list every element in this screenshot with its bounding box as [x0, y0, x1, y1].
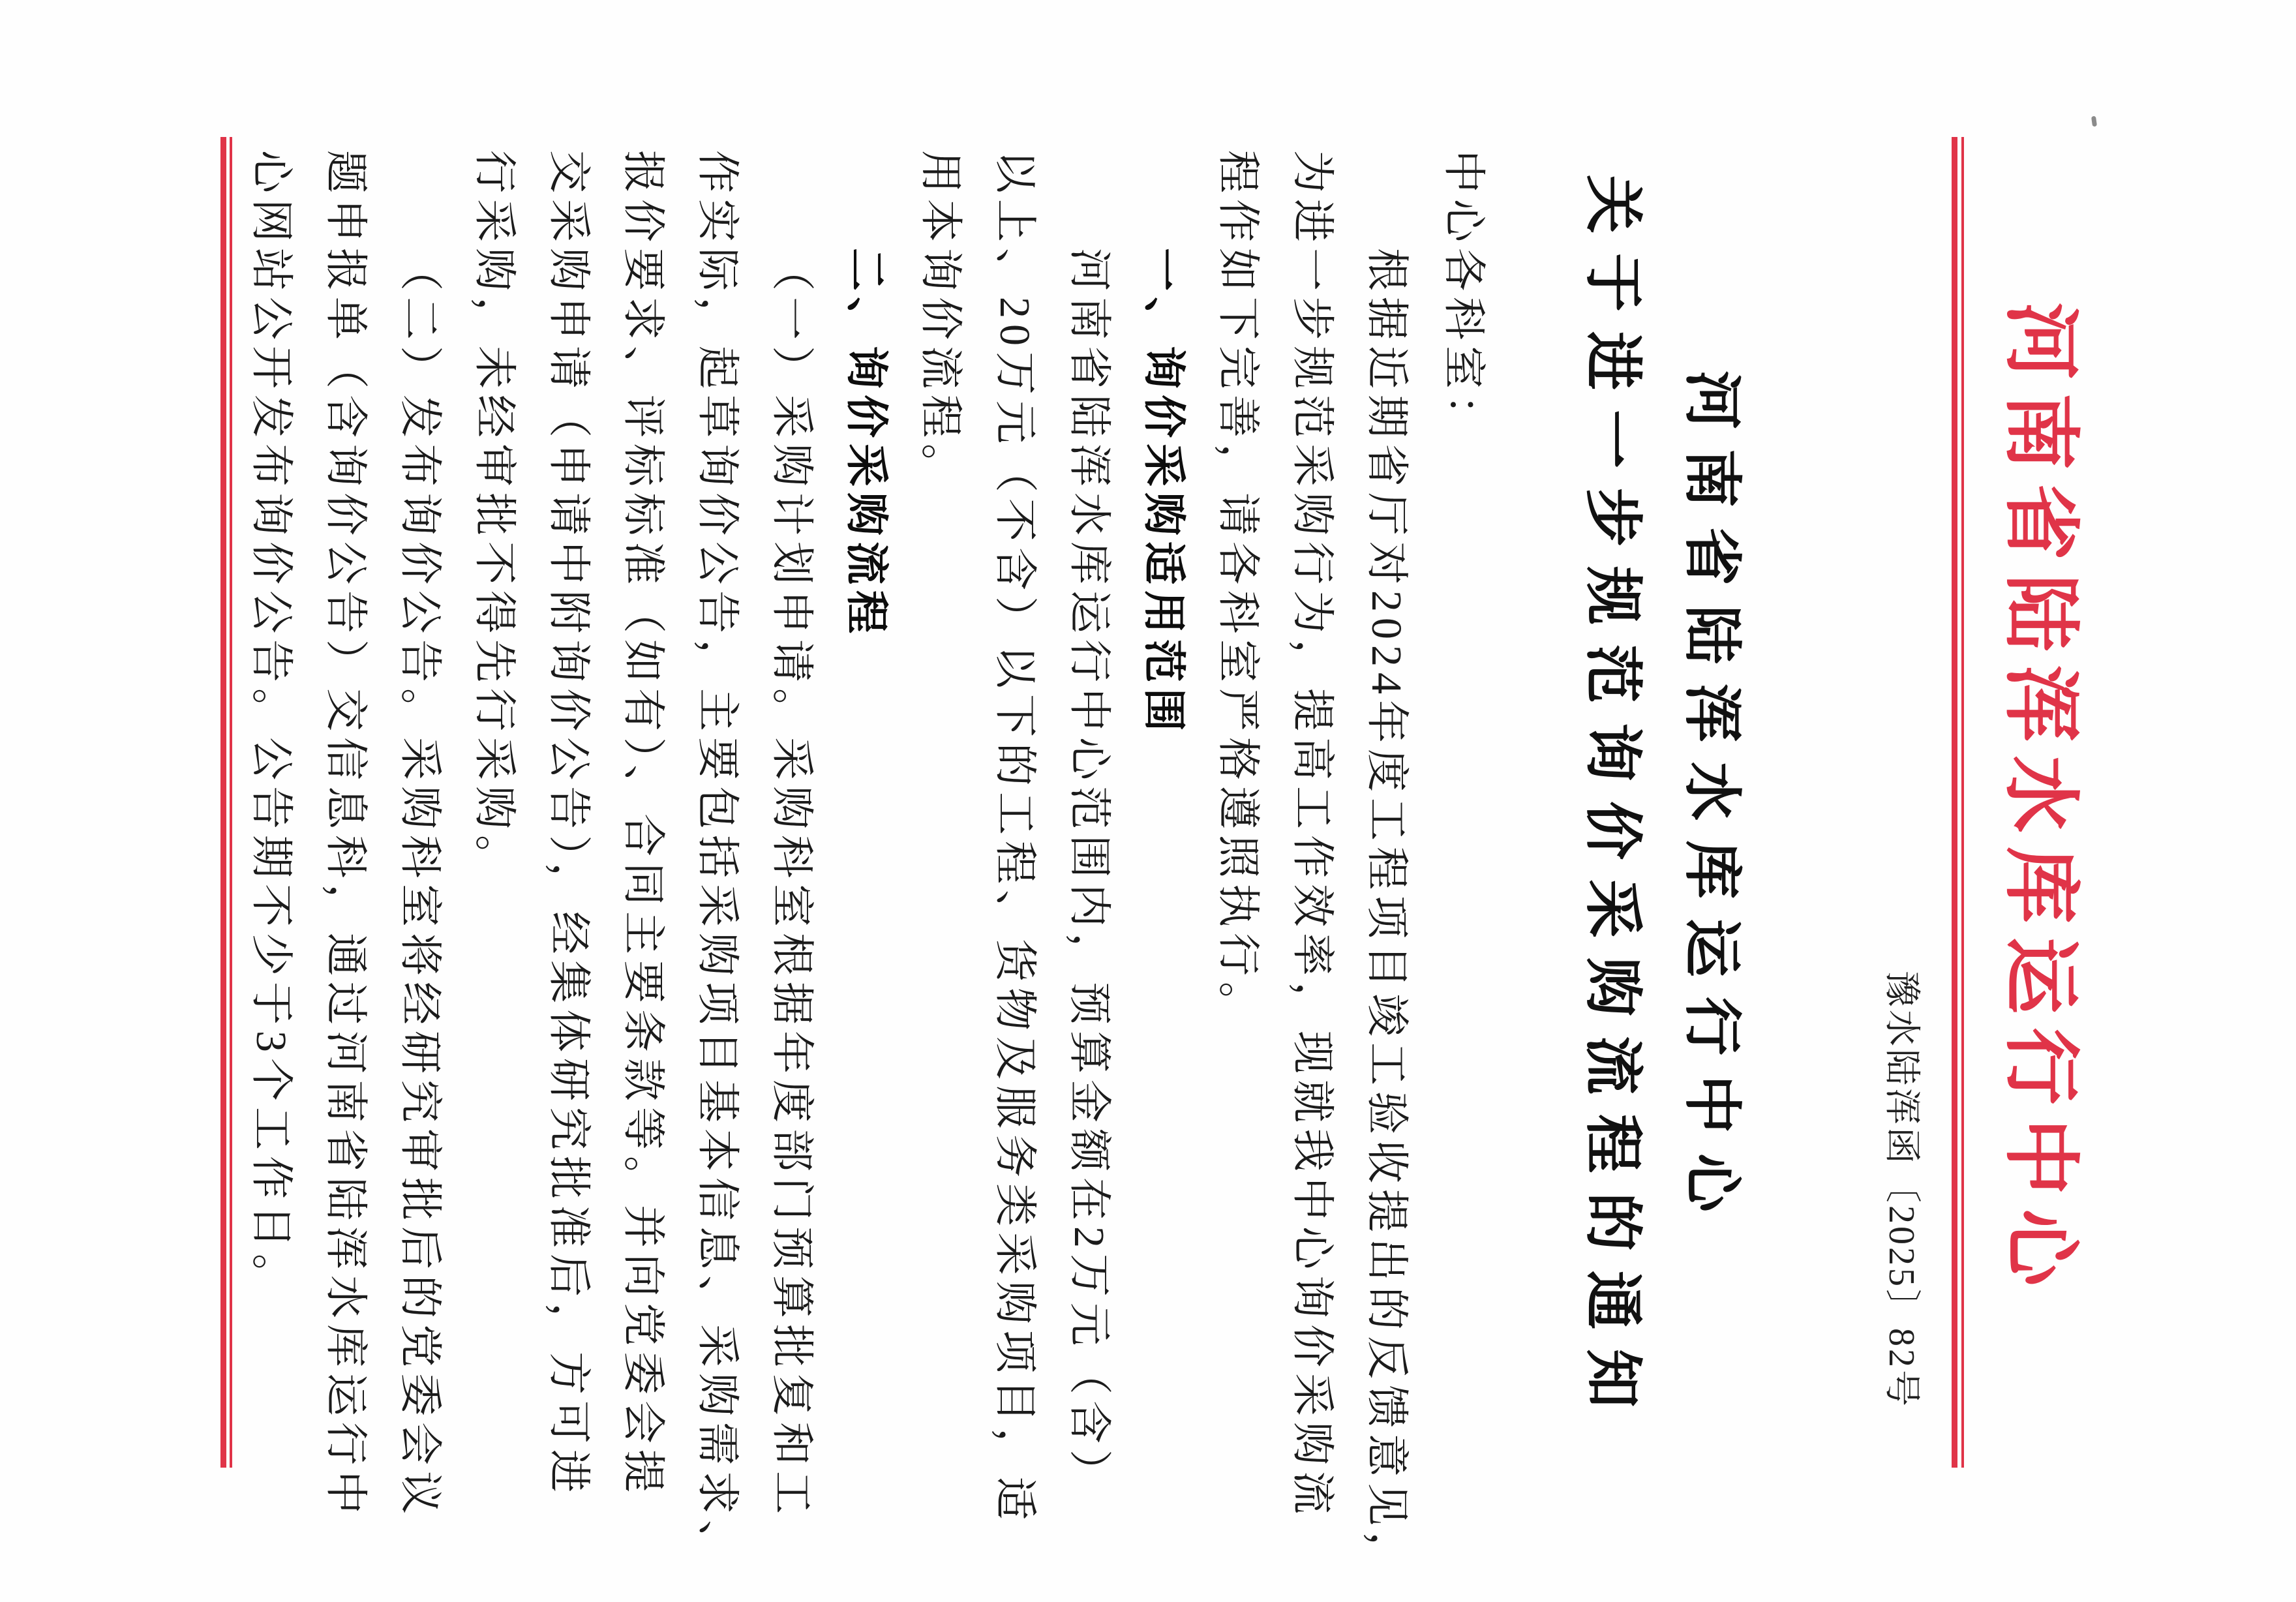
red-rule-top-thick — [1952, 137, 1957, 1468]
red-rule-bottom-thin — [230, 137, 232, 1468]
document-number: 豫水陆浑函〔2025〕82号 — [1881, 971, 1922, 1409]
body-line: （一）采购计划申请。采购科室根据年度部门预算批复和工 — [768, 248, 815, 1520]
red-rule-bottom-thick — [220, 137, 226, 1468]
scan-artifact — [2091, 116, 2097, 127]
letterhead-org-name: 河南省陆浑水库运行中心 — [1997, 302, 2083, 1300]
body-line: 河南省陆浑水库运行中心范围内，预算金额在2万元（含） — [1065, 248, 1113, 1498]
body-line: 以上、20万元（不含）以下的工程、货物及服务类采购项目，适 — [991, 150, 1038, 1526]
body-line: 程作如下完善，请各科室严格遵照执行。 — [1214, 150, 1261, 1031]
red-rule-top-thin — [1961, 137, 1964, 1468]
body-line: （二）发布询价公告。采购科室将经研究审批后的党委会议 — [396, 248, 444, 1520]
body-line: 报价要求、评标标准（如有）、合同主要条款等。并向党委会提 — [619, 150, 667, 1498]
salutation: 中心各科室： — [1440, 150, 1487, 444]
body-heading-line: 一、询价采购适用范围 — [1140, 248, 1187, 737]
body-line: 心网站公开发布询价公告。公告期不少于3个工作日。 — [247, 150, 295, 1303]
body-line: 用本询价流程。 — [916, 150, 964, 492]
body-line: 作实际，起草询价公告，主要包括采购项目基本信息、采购需求、 — [693, 150, 741, 1569]
document-title-line1: 河南省陆浑水库运行中心 — [1679, 370, 1744, 1232]
body-line: 交采购申请（申请中附询价公告），经集体研究批准后，方可进 — [545, 150, 592, 1498]
body-line: 根据近期省厅对2024年度工程项目竣工验收提出的反馈意见， — [1363, 248, 1410, 1580]
body-heading-line: 二、询价采购流程 — [842, 248, 890, 639]
body-line: 题申报单（含询价公告）交信息科，通过河南省陆浑水库运行中 — [322, 150, 369, 1520]
body-line: 为进一步规范采购行为，提高工作效率，现就我中心询价采购流 — [1288, 150, 1336, 1520]
body-line: 行采购，未经审批不得先行采购。 — [470, 150, 518, 884]
document-title-line2: 关于进一步规范询价采购流程的通知 — [1580, 175, 1644, 1427]
